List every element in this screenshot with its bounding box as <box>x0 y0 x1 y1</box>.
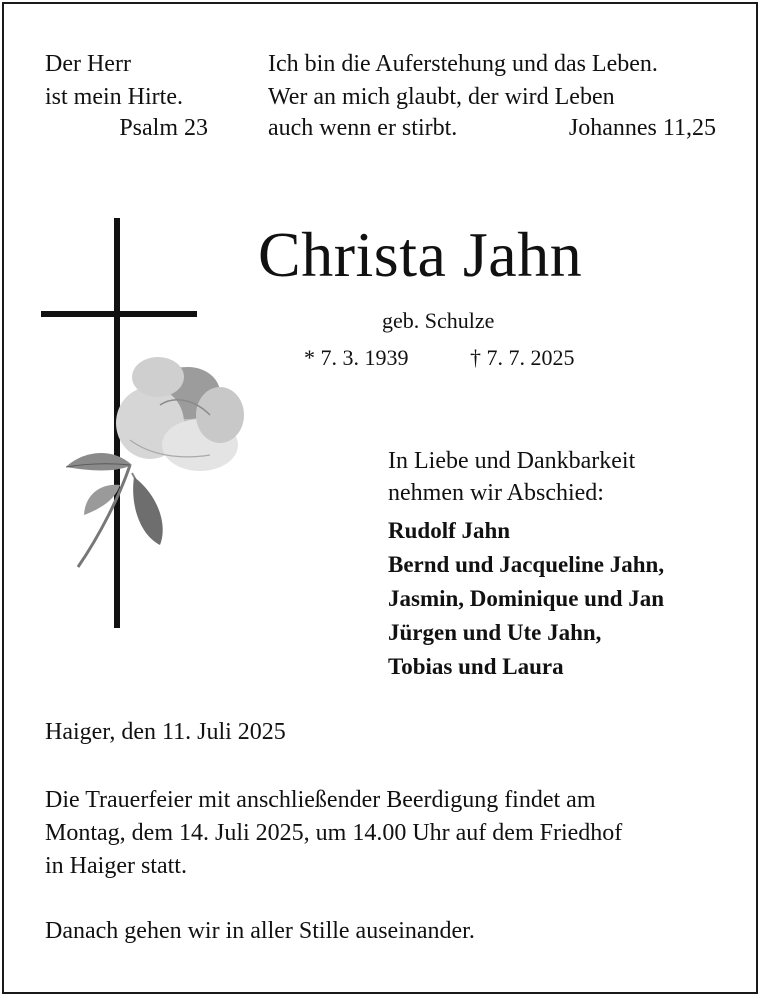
ceremony-line-1: Die Trauerfeier mit anschließender Beerdigung findet am <box>45 787 596 813</box>
verse-left-source: Psalm 23 <box>119 115 208 141</box>
verse-right-source: Johannes 11,25 <box>568 115 716 141</box>
deceased-name: Christa Jahn <box>258 219 583 290</box>
ceremony-line-3: in Haiger statt. <box>45 853 187 879</box>
mourner-1: Rudolf Jahn <box>388 518 511 543</box>
verse-left-line-2: ist mein Hirte. <box>45 84 183 110</box>
mourner-4: Jürgen und Ute Jahn, <box>388 620 602 645</box>
verse-right-line-2: Wer an mich glaubt, der wird Leben <box>268 84 615 110</box>
death-date: † 7. 7. 2025 <box>470 345 575 370</box>
mourner-2: Bernd und Jacqueline Jahn, <box>388 552 665 577</box>
birth-date: * 7. 3. 1939 <box>304 345 409 370</box>
ceremony-line-2: Montag, dem 14. Juli 2025, um 14.00 Uhr auf dem Friedhof <box>45 820 623 846</box>
place-date: Haiger, den 11. Juli 2025 <box>45 719 286 745</box>
mourner-5: Tobias und Laura <box>388 654 564 679</box>
closing-line: Danach gehen wir in aller Stille auseinander. <box>45 918 475 944</box>
verse-right-line-1: Ich bin die Auferstehung und das Leben. <box>268 51 658 77</box>
verse-right-line-3: auch wenn er stirbt. <box>268 115 458 141</box>
farewell-line-2: nehmen wir Abschied: <box>388 480 604 506</box>
birth-name: geb. Schulze <box>382 308 495 333</box>
farewell-line-1: In Liebe und Dankbarkeit <box>388 448 636 474</box>
rose-illustration <box>60 345 260 575</box>
verse-left-line-1: Der Herr <box>45 51 131 77</box>
mourner-3: Jasmin, Dominique und Jan <box>388 586 665 611</box>
